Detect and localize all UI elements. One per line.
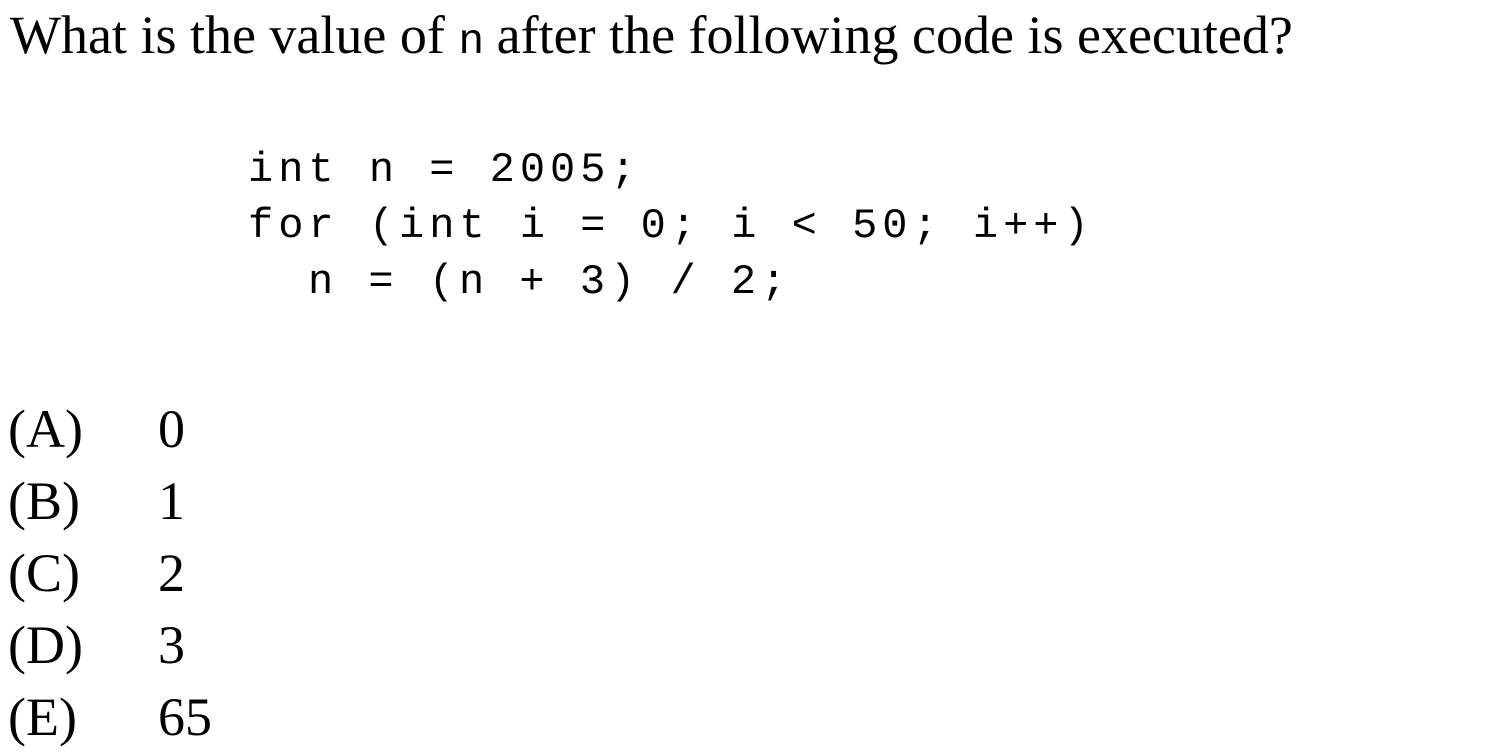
question-suffix: after the following code is executed? [483, 5, 1293, 65]
choice-value: 65 [158, 687, 212, 747]
choice-a [8, 393, 212, 465]
answer-choices [8, 393, 212, 753]
choice-letter: (A) [8, 399, 83, 459]
choice-d [8, 609, 212, 681]
choice-value: 2 [158, 543, 185, 603]
choice-value: 1 [158, 471, 185, 531]
choice-value: 3 [158, 615, 185, 675]
choice-letter: (E) [8, 687, 77, 747]
choice-c [8, 537, 212, 609]
question-text [10, 2, 1293, 75]
choice-b [8, 465, 212, 537]
choice-e [8, 681, 212, 753]
code-block [248, 142, 1094, 310]
code-line-assignment: n = (n + 3) / 2; [308, 258, 792, 306]
choice-letter: (D) [8, 615, 83, 675]
question-variable: n [458, 17, 484, 66]
code-line-for-loop: for (int i = 0; i < 50; i++) [248, 202, 1094, 250]
choice-letter: (C) [8, 543, 80, 603]
choice-letter: (B) [8, 471, 80, 531]
question-prefix: What is the value of [10, 5, 459, 65]
choice-value: 0 [158, 399, 185, 459]
code-line-declaration: int n = 2005; [248, 146, 641, 194]
